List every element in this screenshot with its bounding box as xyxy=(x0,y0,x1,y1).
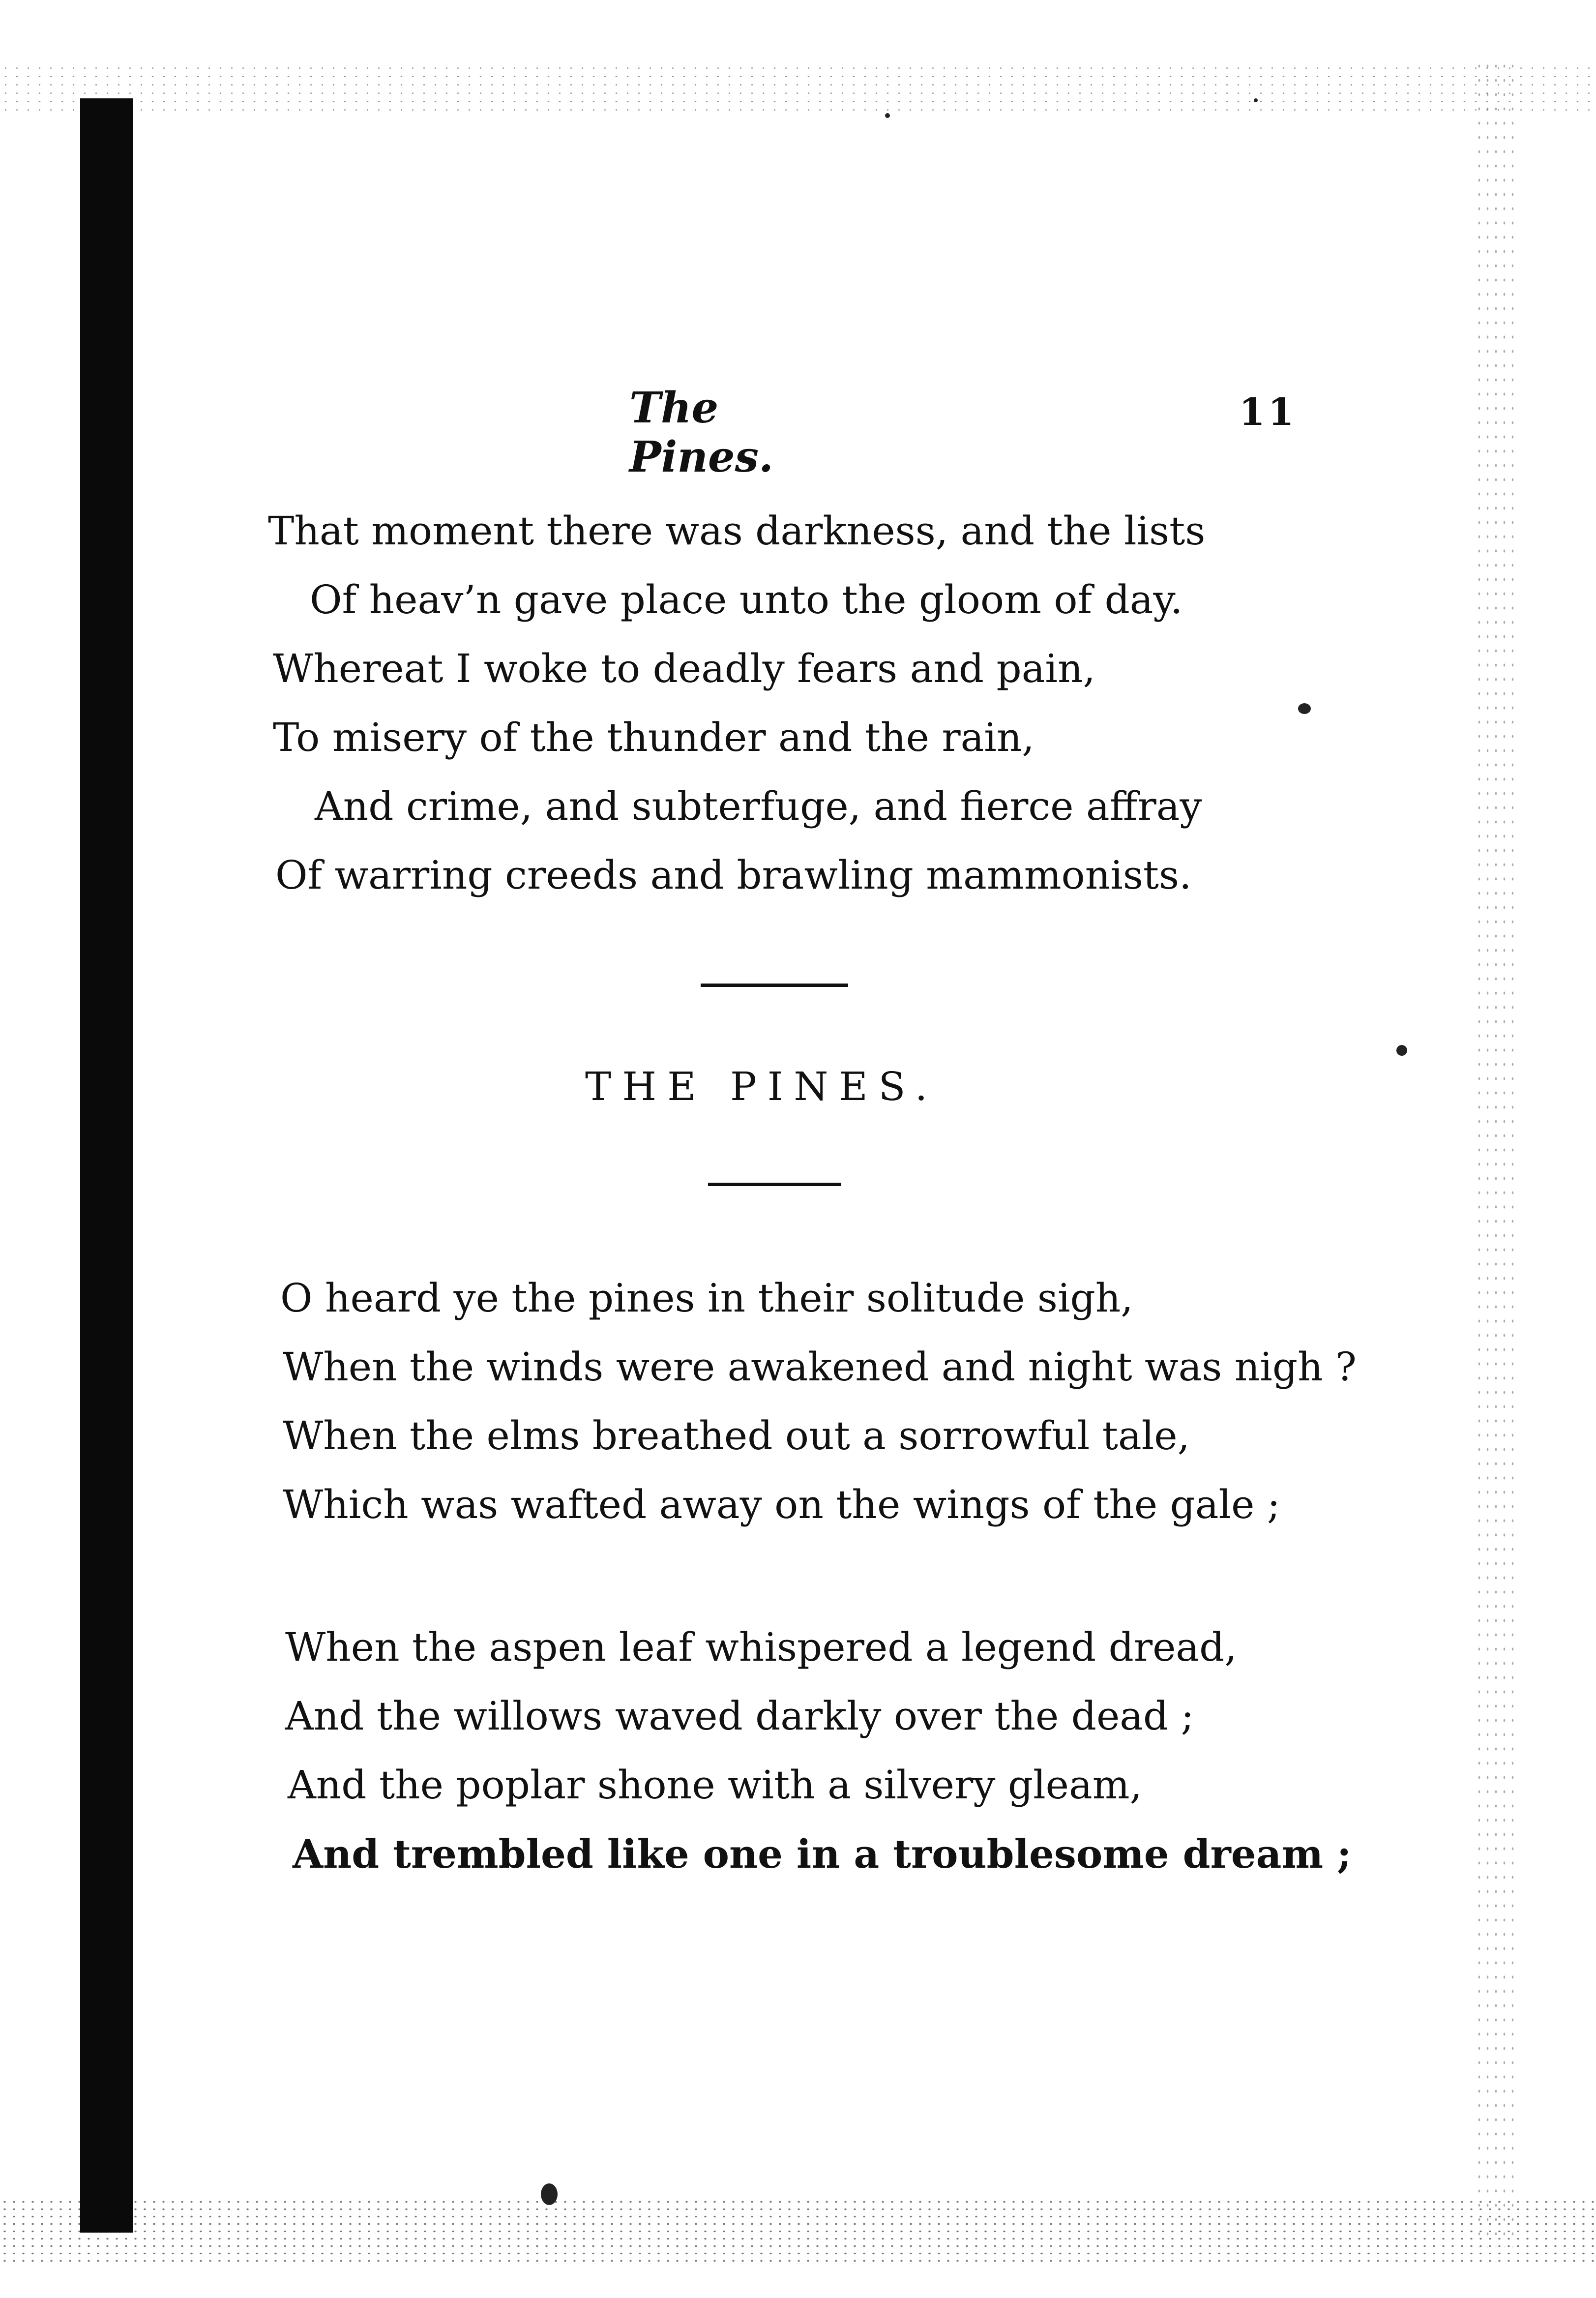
verse-line: When the aspen leaf whispered a legend dread, xyxy=(285,1624,1237,1670)
speck xyxy=(1254,98,1258,102)
speck xyxy=(885,113,890,118)
verse-line: Whereat I woke to deadly fears and pain, xyxy=(273,646,1095,691)
verse-line: When the winds were awakened and night was nigh ? xyxy=(283,1344,1357,1390)
page-edge-top xyxy=(0,64,1596,113)
verse-line: And crime, and subterfuge, and fierce affray xyxy=(315,783,1202,829)
section-divider-bottom xyxy=(708,1183,841,1186)
page-edge-right xyxy=(1475,59,1519,2247)
verse-line: O heard ye the pines in their solitude sigh, xyxy=(280,1275,1133,1321)
speck xyxy=(1298,703,1311,714)
verse-line: And the willows waved darkly over the dead ; xyxy=(285,1693,1194,1739)
verse-line: And trembled like one in a troublesome dream ; xyxy=(293,1831,1352,1877)
verse-line: Of warring creeds and brawling mammonists. xyxy=(275,852,1192,898)
verse-line: Of heav’n gave place unto the gloom of day. xyxy=(310,577,1183,623)
page-number: 11 xyxy=(1239,390,1297,434)
verse-line: That moment there was darkness, and the lists xyxy=(268,508,1206,554)
verse-line: When the elms breathed out a sorrowful tale, xyxy=(283,1413,1190,1459)
page-edge-bottom xyxy=(0,2198,1596,2267)
binding-strip xyxy=(80,98,133,2233)
verse-line: To misery of the thunder and the rain, xyxy=(273,715,1034,760)
section-divider-top xyxy=(701,984,848,987)
speck xyxy=(1396,1045,1407,1056)
verse-line: Which was wafted away on the wings of the gale ; xyxy=(283,1482,1280,1527)
running-head: The Pines. xyxy=(629,383,773,482)
verse-line: And the poplar shone with a silvery gleam, xyxy=(288,1762,1143,1808)
speck xyxy=(541,2183,558,2205)
poem-title: THE PINES. xyxy=(585,1064,939,1109)
